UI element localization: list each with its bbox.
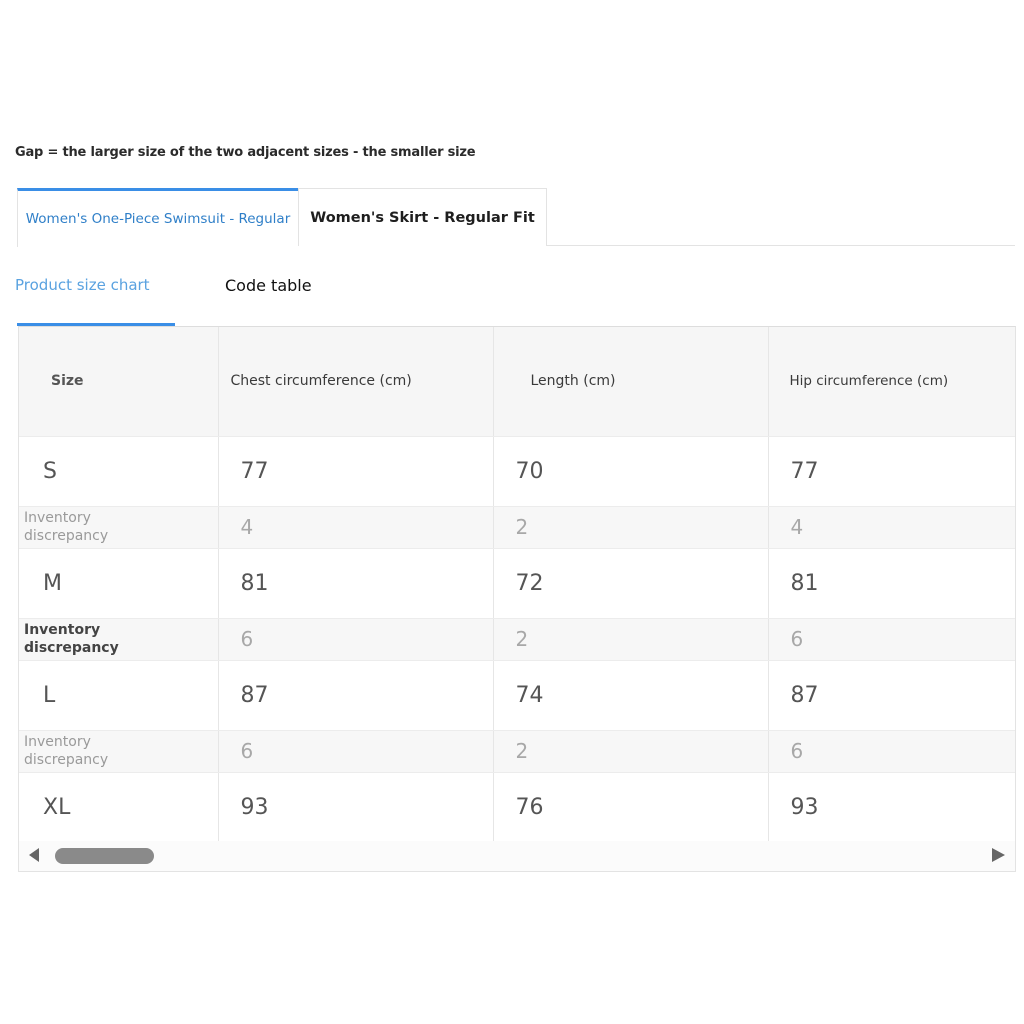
chest-gap: 4 — [218, 506, 493, 548]
chest-value: 93 — [218, 772, 493, 842]
gap-label — [19, 506, 218, 548]
header-length: Length (cm) — [493, 327, 768, 436]
length-gap: 2 — [493, 618, 768, 660]
scrollbar-thumb[interactable] — [55, 848, 154, 864]
gap-label-line1: Inventory — [24, 622, 101, 638]
product-tabs — [17, 188, 1015, 246]
scroll-left-arrow-icon[interactable] — [29, 848, 39, 862]
table-row-gap-l-xl — [19, 730, 1015, 772]
chest-value: 77 — [218, 436, 493, 506]
tab-code-table[interactable]: Code table — [225, 276, 312, 295]
length-value: 70 — [493, 436, 768, 506]
header-chest-circumference: Chest circumference (cm) — [218, 327, 493, 436]
length-gap: 2 — [493, 506, 768, 548]
length-gap: 2 — [493, 730, 768, 772]
table-row-size-l — [19, 660, 1015, 730]
size-label: XL — [19, 772, 218, 842]
table-row-size-s — [19, 436, 1015, 506]
tab-womens-skirt[interactable]: Women's Skirt - Regular Fit — [298, 188, 547, 246]
chest-value: 81 — [218, 548, 493, 618]
hip-gap: 6 — [768, 618, 1015, 660]
gap-label-line2: discrepancy — [24, 752, 109, 768]
size-chart-table — [19, 327, 1015, 843]
tab-womens-one-piece-swimsuit[interactable]: Women's One-Piece Swimsuit - Regular — [17, 188, 298, 247]
hip-value: 77 — [768, 436, 1015, 506]
hip-gap: 4 — [768, 506, 1015, 548]
table-row-size-m — [19, 548, 1015, 618]
gap-label — [19, 730, 218, 772]
chest-gap: 6 — [218, 618, 493, 660]
hip-value: 81 — [768, 548, 1015, 618]
hip-value: 93 — [768, 772, 1015, 842]
gap-formula-note: Gap = the larger size of the two adjacent sizes - the smaller size — [15, 145, 476, 160]
table-header-row — [19, 327, 1015, 436]
length-value: 76 — [493, 772, 768, 842]
gap-label-line2: discrepancy — [24, 640, 119, 656]
scroll-right-arrow-icon[interactable] — [992, 848, 1005, 862]
size-label: M — [19, 548, 218, 618]
header-size: Size — [19, 327, 218, 436]
size-label: L — [19, 660, 218, 730]
chest-gap: 6 — [218, 730, 493, 772]
gap-label-line1: Inventory — [24, 734, 91, 750]
table-row-gap-s-m — [19, 506, 1015, 548]
length-value: 74 — [493, 660, 768, 730]
horizontal-scrollbar[interactable] — [19, 841, 1015, 871]
table-row-gap-m-l — [19, 618, 1015, 660]
hip-gap: 6 — [768, 730, 1015, 772]
view-tabs — [17, 262, 1015, 326]
hip-value: 87 — [768, 660, 1015, 730]
size-label: S — [19, 436, 218, 506]
tab-product-size-chart[interactable]: Product size chart — [15, 276, 150, 294]
size-chart-table-container — [18, 326, 1016, 872]
gap-label — [19, 618, 218, 660]
gap-label-line2: discrepancy — [24, 528, 109, 544]
length-value: 72 — [493, 548, 768, 618]
header-hip-circumference: Hip circumference (cm) — [768, 327, 1015, 436]
table-row-size-xl — [19, 772, 1015, 842]
chest-value: 87 — [218, 660, 493, 730]
gap-label-line1: Inventory — [24, 510, 91, 526]
